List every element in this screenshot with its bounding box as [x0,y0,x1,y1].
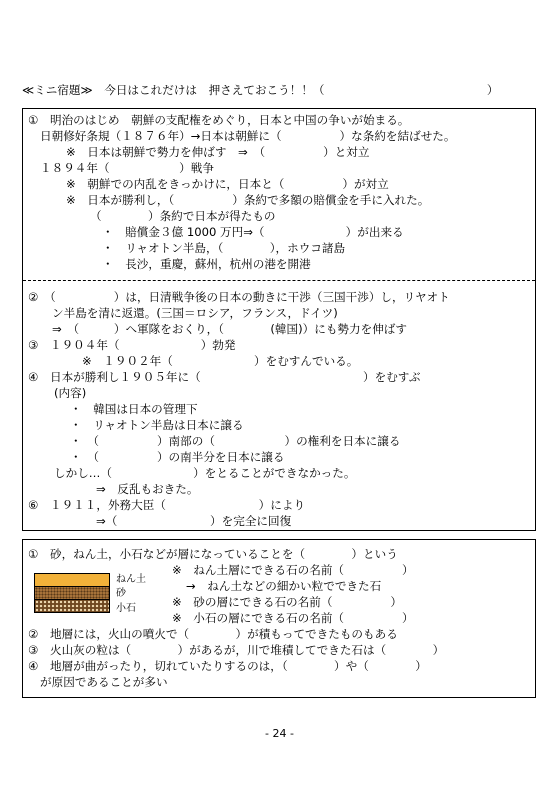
history-line: ・ 長沙，重慶，蘇州，杭州の港を開港 [102,257,311,271]
page-title: ≪ミニ宿題≫ 今日はこれだけは 押さえておこう！！（ ） [22,83,499,97]
science-line: ※ 小石の層にできる石の名前（ ） [172,611,414,625]
clay-layer [34,573,110,586]
history-line: 日朝修好条規（１８７６年）→日本は朝鮮に（ ）な条約を結ばせた。 [40,129,456,143]
history-line: ・ （ ）南部の（ ）の権利を日本に譲る [70,434,401,448]
strata-illustration [34,573,110,613]
history-line: ④ 日本が勝利し１９０５年に（ ）をむすぶ [28,370,421,384]
pebble-layer [34,599,110,613]
strata-label-pebble: 小石 [116,603,136,614]
science-line: ③ 火山灰の粒は（ ）があるが，川で堆積してできた石は（ ） [28,643,445,657]
section-divider [23,280,535,281]
history-line: ③ １９０４年（ ）勃発 [28,338,236,352]
history-line: ※ 朝鮮での内乱をきっかけに，日本と（ ）が対立 [66,177,389,191]
science-line: が原因であることが多い [40,675,168,689]
history-line: ・ （ ）の南半分を日本に譲る [70,450,285,464]
page-number: - 24 - [265,727,294,740]
history-line: ※ 日本は朝鮮で勢力を伸ばす ⇒ （ ）と対立 [66,145,370,159]
strata-label-sand: 砂 [116,588,126,599]
history-line: （ ）条約で日本が得たもの [90,209,276,223]
strata-label-clay: ねん土 [116,574,146,585]
history-line: ⇒ （ ）へ軍隊をおくり，（ (韓国)）にも勢力を伸ばす [52,322,407,336]
history-line: ⇒ 反乱もおきた。 [96,482,199,496]
history-line: ① 明治のはじめ 朝鮮の支配権をめぐり，日本と中国の争いが始まる。 [28,113,410,127]
history-line: ※ 日本が勝利し，（ ）条約で多額の賠償金を手に入れた。 [66,193,430,207]
history-line: ② （ ）は，日清戦争後の日本の動きに干渉（三国干渉）し，リヤオト [28,290,450,304]
history-line: ・ リャオトン半島，（ ），ホウコ諸島 [102,241,346,255]
history-line: しかし…（ ）をとることができなかった。 [54,466,356,480]
history-line: ※ １９０２年（ ）をむすんでいる。 [82,354,359,368]
history-line: ン半島を清に返還。(三国＝ロシア，フランス，ドイツ) [52,306,338,320]
history-line: １８９４年（ ）戦争 [40,161,214,175]
science-line: ※ ねん土層にできる石の名前（ ） [172,563,414,577]
sand-layer [34,586,110,599]
science-line: ※ 砂の層にできる石の名前（ ） [172,595,402,609]
science-line: → ねん土などの細かい粒でできた石 [186,579,382,593]
history-line: ⇒（ ）を完全に回復 [96,514,292,528]
history-line: ・ 賠償金３億 1000 万円⇒（ ）が出来る [102,225,404,239]
history-line: ・ リャオトン半島は日本に譲る [70,418,244,432]
history-line: ⑥ １９１１，外務大臣（ ）により [28,498,306,512]
history-line: (内容) [54,386,87,400]
history-line: ・ 韓国は日本の管理下 [70,402,198,416]
science-line: ④ 地層が曲がったり，切れていたりするのは，（ ）や（ ） [28,659,427,673]
science-line: ② 地層には，火山の噴火で（ ）が積もってできたものもある [28,627,398,641]
science-line: ① 砂，ねん土，小石などが層になっていることを（ ）という [28,547,398,561]
